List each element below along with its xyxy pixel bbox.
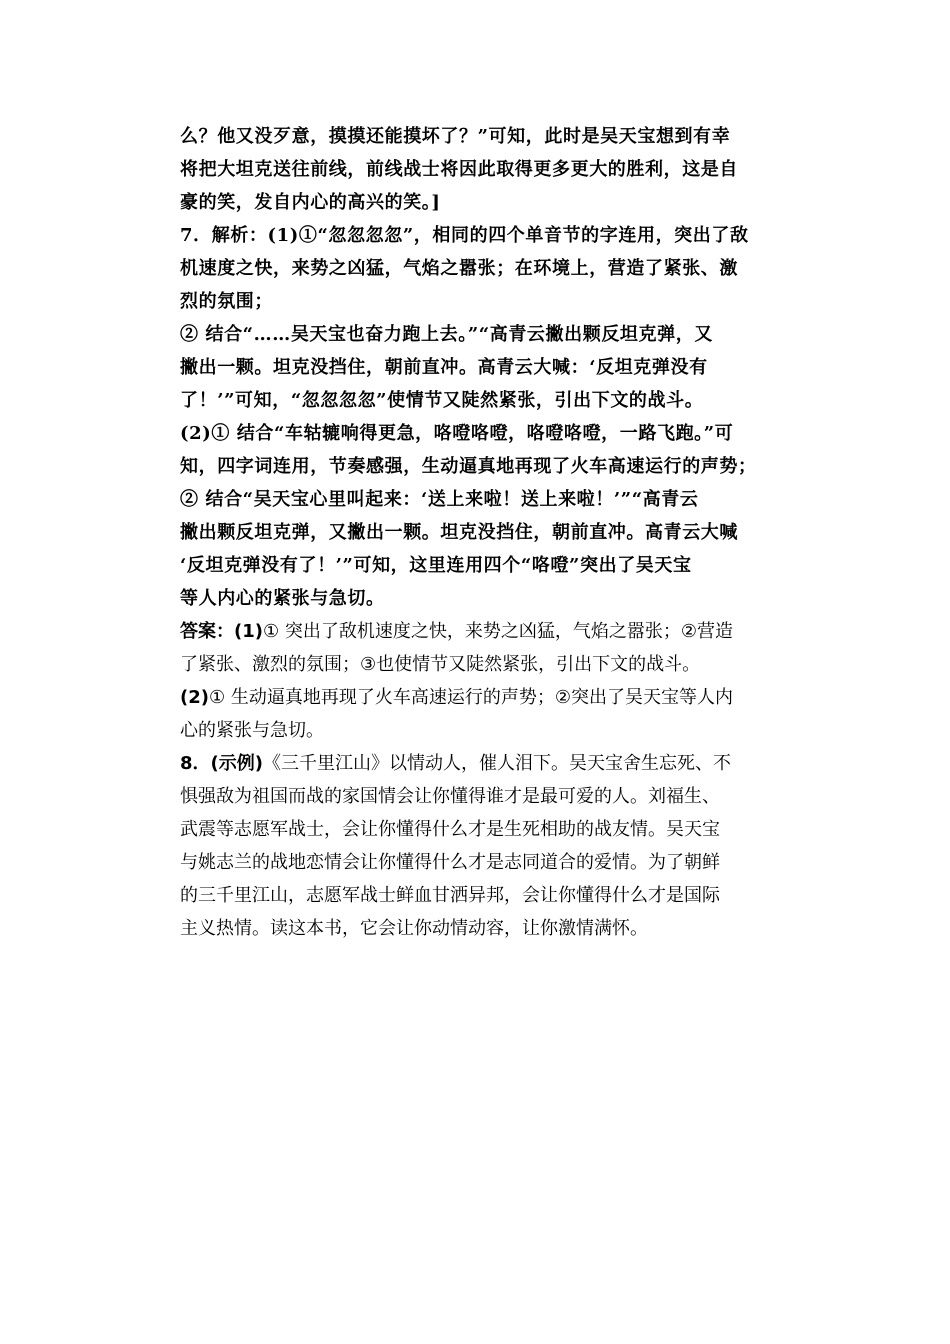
text-line: 等人内心的紧张与急切。 [180, 588, 385, 609]
answer-line [180, 681, 774, 714]
text-line: (2)① 结合“车轱辘响得更急，咯噔咯噔，咯噔咯噔，一路飞跑。”可 [180, 423, 734, 444]
answer-label: 答案：(1) [180, 621, 263, 642]
question-8-text: 《三千里江山》以情动人，催人泪下。吴天宝舍生忘死、不 [262, 753, 731, 774]
text-line: 知，四字词连用，节奏感强，生动逼真地再现了火车高速运行的声势； [180, 456, 757, 477]
text-line: 了紧张、激烈的氛围；③也使情节又陡然紧张，引出下文的战斗。 [180, 654, 701, 675]
text-line: 豪的笑，发自内心的高兴的笑。] [180, 192, 441, 213]
answer-text: ① 突出了敌机速度之快，来势之凶猛，气焰之嚣张；②营造 [262, 621, 733, 642]
text-line: ② 结合“吴天宝心里叫起来：‘送上来啦！送上来啦！’”“高青云 [180, 489, 699, 510]
text-line: 了！’”可知，“忽忽忽忽”使情节又陡然紧张，引出下文的战斗。 [180, 390, 704, 411]
text-line: 惧强敌为祖国而战的家国情会让你懂得谁才是最可爱的人。刘福生、 [180, 786, 720, 807]
document-body [180, 120, 774, 945]
question-8-label: 8．(示例) [180, 753, 263, 774]
text-line: 撇出一颗。坦克没挡住，朝前直冲。高青云大喊：‘反坦克弹没有 [180, 357, 708, 378]
text-line: 机速度之快，来势之凶猛，气焰之嚣张；在环境上，营造了紧张、激 [180, 258, 738, 279]
text-line: 将把大坦克送往前线，前线战士将因此取得更多更大的胜利，这是自 [180, 159, 738, 180]
text-line: ② 结合“……吴天宝也奋力跑上去。”“高青云撇出颗反坦克弹，又 [180, 324, 713, 345]
text-line: 的三千里江山，志愿军战士鲜血甘洒异邦，会让你懂得什么才是国际 [180, 885, 720, 906]
question-8-line [180, 747, 774, 780]
text-line: 撇出颗反坦克弹，又撇出一颗。坦克没挡住，朝前直冲。高青云大喊 [180, 522, 738, 543]
text-line: 武震等志愿军战士，会让你懂得什么才是生死相助的战友情。吴天宝 [180, 819, 720, 840]
text-line: ‘反坦克弹没有了！’”可知，这里连用四个“咯噔”突出了吴天宝 [180, 555, 692, 576]
text-line: 心的紧张与急切。 [180, 720, 324, 741]
question-7-analysis: 7．解析：(1)①“忽忽忽忽”，相同的四个单音节的字连用，突出了敌 [180, 225, 749, 246]
text-line: 主义热情。读这本书，它会让你动情动容，让你激情满怀。 [180, 918, 648, 939]
text-line: 与姚志兰的战地恋情会让你懂得什么才是志同道合的爱情。为了朝鲜 [180, 852, 720, 873]
text-line: 么？他又没歹意，摸摸还能摸坏了？”可知，此时是吴天宝想到有幸 [180, 126, 731, 147]
answer-text: ① 生动逼真地再现了火车高速运行的声势；②突出了吴天宝等人内 [208, 687, 733, 708]
answer-line [180, 615, 774, 648]
text-line: 烈的氛围； [180, 291, 273, 312]
answer-label: (2) [180, 687, 209, 708]
